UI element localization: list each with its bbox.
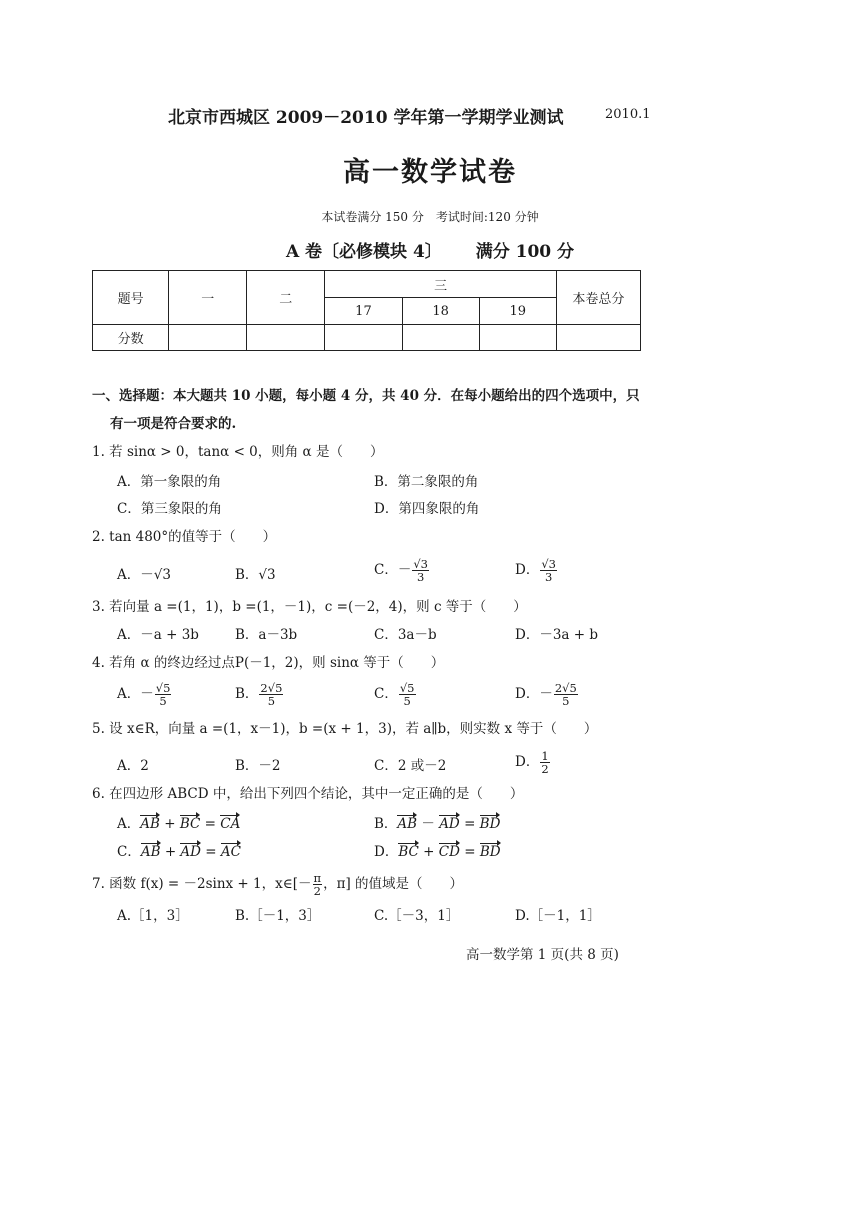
fraction: $\frac{1}{2}$ [541, 749, 549, 776]
question-5: 5. 设 x∈R，向量 a =(1，x－1)，b =(x + 1，3)，若 a∥b，则实数 x 等于（ ） [92, 721, 598, 737]
fraction: $\frac{\pi}{2}$ [313, 871, 322, 898]
option-d: D． $\frac{1}{2}$ [515, 749, 549, 776]
score-table [92, 270, 641, 351]
option-c: C.［－3，1］ [374, 908, 460, 924]
option-c: C．2 或－2 [374, 758, 447, 774]
exam-header: 北京市西城区 2009－2010 学年第一学期学业测试 [168, 108, 564, 128]
score-cell [402, 325, 479, 351]
option-d: D．－3a + b [515, 627, 598, 643]
col-total: 本卷总分 [556, 271, 640, 325]
option-a: A．第一象限的角 [117, 474, 222, 490]
section-a-title: A 卷〔必修模块 4〕 [285, 242, 442, 262]
score-cell [247, 325, 325, 351]
question-1: 1. 若 sinα > 0，tanα < 0，则角 α 是（ ） [92, 444, 384, 460]
question-7: 7. 函数 f(x) = －2sinx + 1，x∈[－ $\frac{\pi}{2}$ ，π] 的值域是（ ） [92, 871, 464, 898]
option-c: C．第三象限的角 [117, 501, 222, 517]
col-one: 一 [169, 271, 247, 325]
option-b: B.［－1，3］ [235, 908, 321, 924]
fraction: $\frac{√5}{5}$ [155, 681, 171, 708]
fraction: $\frac{2√5}{5}$ [260, 681, 283, 708]
fraction: $\frac{√3}{3}$ [541, 557, 556, 584]
col-two: 二 [247, 271, 325, 325]
option-d: D.［－1，1］ [515, 908, 601, 924]
instructions-line-1: 一、选择题：本大题共 10 小题，每小题 4 分，共 40 分．在每小题给出的四个选项中，只 [92, 388, 640, 404]
option-c: C．AB + AD = AC [117, 844, 241, 860]
option-a: A.［1，3］ [117, 908, 189, 924]
option-c: C．－ $\frac{√3}{3}$ [374, 557, 428, 584]
option-b: B．第二象限的角 [374, 474, 479, 490]
option-d: D． $\frac{√3}{3}$ [515, 557, 556, 584]
sub-col-17: 17 [325, 298, 402, 325]
score-cell [325, 325, 402, 351]
option-a: A．2 [117, 758, 149, 774]
sub-col-18: 18 [402, 298, 479, 325]
option-d: D．BC + CD = BD [374, 844, 501, 860]
option-c: C．3a－b [374, 627, 437, 643]
fraction: $\frac{√3}{3}$ [413, 557, 428, 584]
option-b: B．AB － AD = BD [374, 816, 501, 832]
option-a: A．AB + BC = CA [117, 816, 241, 832]
score-cell [169, 325, 247, 351]
question-3: 3. 若向量 a =(1，1)，b =(1，－1)，c =(－2，4)，则 c 等于（ ） [92, 599, 527, 615]
question-6: 6. 在四边形 ABCD 中，给出下列四个结论，其中一定正确的是（ ） [92, 786, 524, 802]
option-a: A．－√3 [117, 567, 171, 583]
fraction: $\frac{2√5}{5}$ [554, 681, 577, 708]
instructions [92, 382, 652, 438]
row-label-score: 分数 [93, 325, 169, 351]
section-a-score: 满分 100 分 [475, 242, 575, 262]
option-a: A．－a + 3b [117, 627, 199, 643]
instructions-line-2: 有一项是符合要求的. [110, 416, 237, 432]
option-d: D．－ $\frac{2√5}{5}$ [515, 681, 577, 708]
page-title: 高一数学试卷 [343, 157, 517, 188]
page-footer: 高一数学第 1 页(共 8 页) [466, 947, 619, 963]
question-2: 2. tan 480°的值等于（ ） [92, 529, 277, 545]
option-b: B． $\frac{2√5}{5}$ [235, 681, 283, 708]
option-b: B．a－3b [235, 627, 298, 643]
option-a: A．－ $\frac{√5}{5}$ [117, 681, 171, 708]
option-d: D．第四象限的角 [374, 501, 480, 517]
score-cell [479, 325, 556, 351]
section-a-heading [0, 237, 860, 262]
sub-col-19: 19 [479, 298, 556, 325]
option-c: C． $\frac{√5}{5}$ [374, 681, 415, 708]
exam-date: 2010.1 [605, 107, 651, 122]
question-4: 4. 若角 α 的终边经过点P(－1，2)，则 sinα 等于（ ） [92, 655, 445, 671]
option-b: B．－2 [235, 758, 281, 774]
fraction: $\frac{√5}{5}$ [399, 681, 415, 708]
exam-subtitle: 本试卷满分 150 分 考试时间:120 分钟 [321, 210, 539, 224]
col-three: 三 [325, 271, 557, 298]
option-b: B．√3 [235, 567, 276, 583]
score-cell [556, 325, 640, 351]
row-label-number: 题号 [93, 271, 169, 325]
